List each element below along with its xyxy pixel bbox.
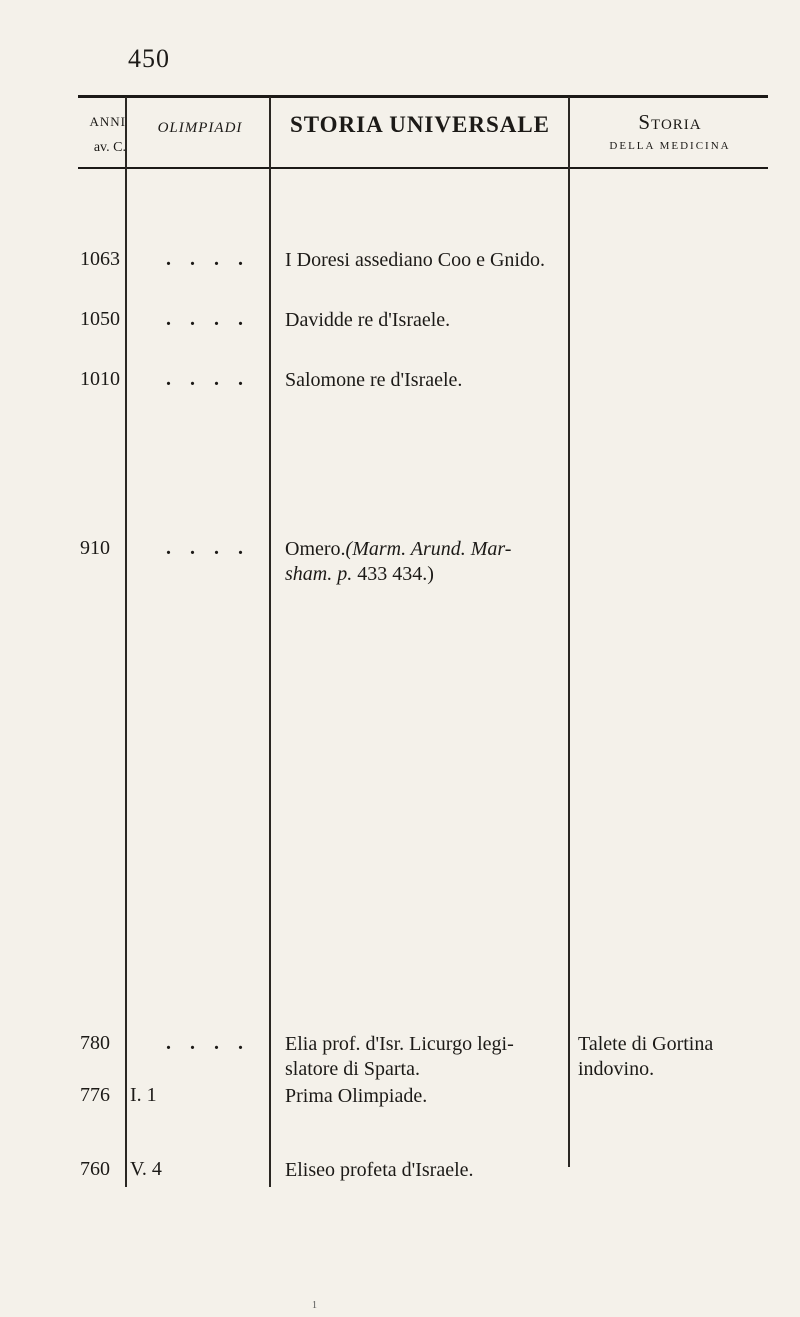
medicina-line2: indovino. xyxy=(578,1058,655,1080)
table-row-olimpiade: V. 4 xyxy=(130,1158,162,1180)
event-citation-pages: 433 434.) xyxy=(357,563,434,585)
table-row-year: 1050 xyxy=(80,308,120,330)
medicina-line1: Talete di Gortina xyxy=(578,1033,714,1055)
table-row-olimpiade: . . . . xyxy=(166,368,250,390)
event-line2: slatore di Sparta. xyxy=(285,1058,420,1080)
header-anni: ANNI xyxy=(89,114,126,129)
table-header-rule xyxy=(78,167,768,169)
table-row-event: Salomone re d'Israele. xyxy=(285,369,463,391)
header-av-c: av. C. xyxy=(93,140,126,155)
table-row-event xyxy=(285,1032,569,1082)
table-row-year: 776 xyxy=(80,1084,110,1106)
table-row-olimpiade: . . . . xyxy=(166,1032,250,1054)
table-row-event: Eliseo profeta d'Israele. xyxy=(285,1159,474,1181)
table-row-year: 780 xyxy=(80,1032,110,1054)
table-row-year: 760 xyxy=(80,1158,110,1180)
table-row-olimpiade: . . . . xyxy=(166,248,250,270)
event-line1: Elia prof. d'Isr. Licurgo legi- xyxy=(285,1033,514,1055)
event-citation: (Marm. Arund. Mar- xyxy=(345,538,512,560)
header-olimpiadi: OLIMPIADI xyxy=(157,120,243,136)
footer-mark: 1 xyxy=(312,1300,317,1311)
table-row-event: Prima Olimpiade. xyxy=(285,1085,428,1107)
table-row-event: Davidde re d'Israele. xyxy=(285,309,451,331)
table-row-medicina xyxy=(578,1032,778,1082)
table-row-year: 910 xyxy=(80,537,110,559)
table-row-event xyxy=(285,537,569,587)
table-row-year: 1063 xyxy=(80,248,120,270)
table-row-olimpiade: . . . . xyxy=(166,308,250,330)
table-row-event: I Doresi assediano Coo e Gnido. xyxy=(285,249,545,271)
event-text: Omero. xyxy=(285,538,346,560)
table-top-rule xyxy=(78,95,768,98)
event-citation-line2: sham. p. xyxy=(285,563,353,585)
page-number: 450 xyxy=(128,44,170,73)
header-della-medicina: DELLA MEDICINA xyxy=(609,140,731,152)
table-row-olimpiade: . . . . xyxy=(166,537,250,559)
table-row-year: 1010 xyxy=(80,368,120,390)
table-row-olimpiade: I. 1 xyxy=(130,1084,157,1106)
header-storia-universale: STORIA UNIVERSALE xyxy=(289,112,551,137)
header-storia-medicina: Storia xyxy=(638,110,702,134)
